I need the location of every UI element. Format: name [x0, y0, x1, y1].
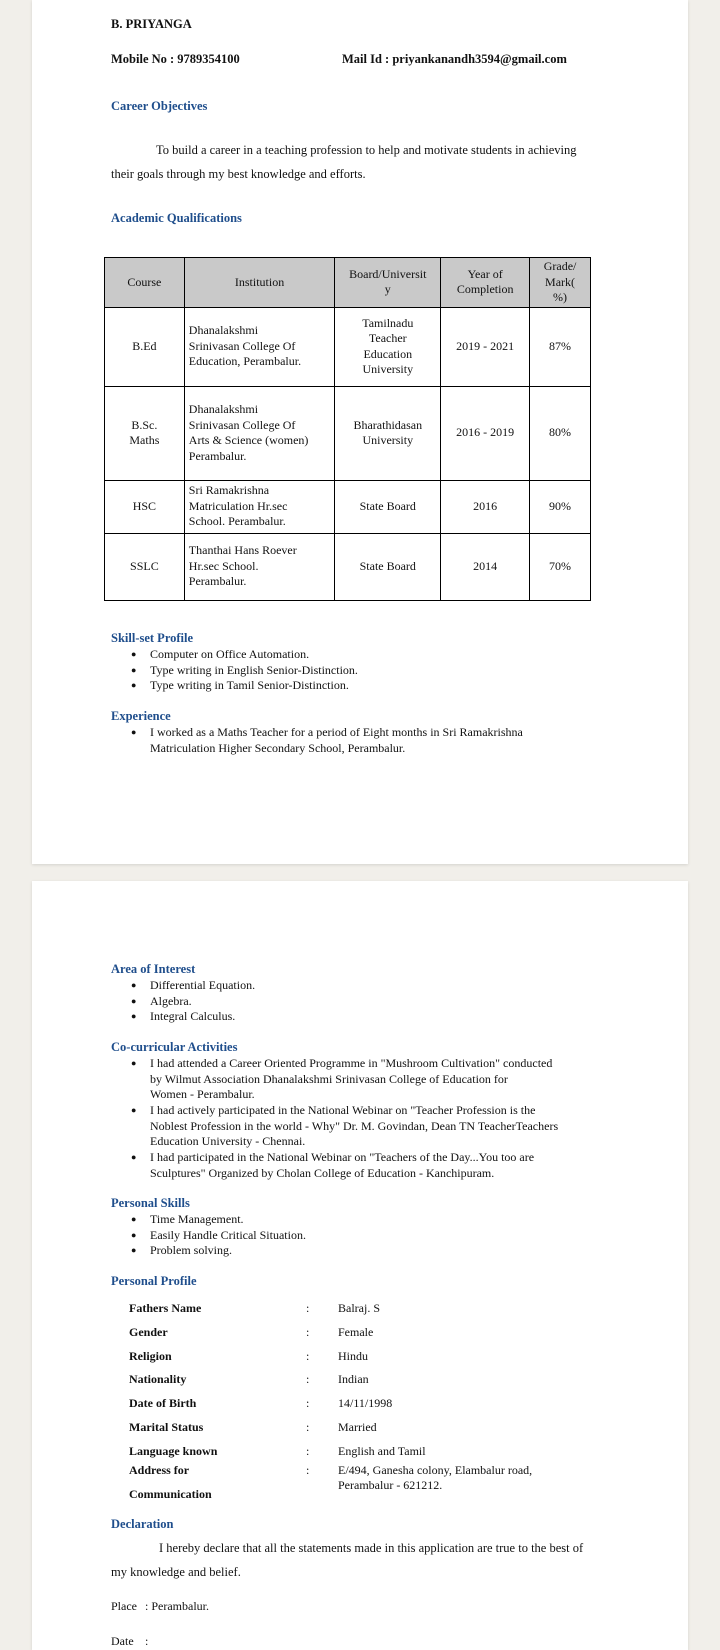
cell-line: Srinivasan College Of [188, 338, 296, 353]
career-objective-line-1: To build a career in a teaching profession to help and motivate students in achieving [156, 143, 577, 157]
list-item [111, 725, 651, 756]
list-item: ● Integral Calculus. [111, 1009, 631, 1025]
list-item [111, 1103, 671, 1150]
cell-line: y [384, 282, 391, 297]
mail-id: Mail Id : priyankanandh3594@gmail.com [342, 52, 567, 66]
profile-value: English and Tamil [338, 1444, 426, 1458]
table-cell-year: 2016 [441, 480, 530, 533]
column-header [184, 258, 335, 308]
table-row [105, 386, 591, 480]
cell-line: B.Sc. [131, 417, 158, 432]
activity-line: I had participated in the National Webinar on "Teachers of the Day...You too are [150, 1150, 535, 1164]
experience-line-1: I worked as a Maths Teacher for a period of Eight months in Sri Ramakrishna [150, 725, 523, 739]
table-row [105, 307, 591, 386]
column-header [441, 258, 530, 308]
list-item: ● Problem solving. [111, 1243, 631, 1259]
table-cell-grade: 87% [530, 307, 591, 386]
table-cell-course [105, 307, 185, 386]
career-objective-line-2: their goals through my best knowledge and efforts. [111, 167, 366, 181]
activity-line: Noblest Profession in the world - Why" Dr. M. Govindan, Dean TN TeacherTeachers [150, 1118, 559, 1133]
profile-label: Address for [129, 1463, 190, 1477]
list-item: ● Algebra. [111, 994, 631, 1010]
profile-value: Hindu [338, 1349, 368, 1363]
cell-line: Sri Ramakrishna [188, 483, 270, 498]
list-item: ● Easily Handle Critical Situation. [111, 1228, 631, 1244]
cell-line: Education [363, 346, 413, 361]
list-item: ● Type writing in English Senior-Distinction. [111, 663, 631, 679]
cell-line: SSLC [130, 558, 159, 573]
cell-line: Year of [467, 266, 503, 281]
applicant-name: B. PRIYANGA [111, 17, 192, 31]
cell-line: State Board [359, 558, 416, 573]
cell-line: Teacher [368, 331, 407, 345]
cell-line: HSC [132, 498, 157, 513]
date-label: Date [111, 1634, 134, 1648]
cell-line: Course [127, 274, 162, 289]
table-cell-board [335, 533, 441, 600]
cell-line: Education, Perambalur. [188, 354, 302, 369]
cell-line: Institution [234, 274, 285, 289]
date-value: : [145, 1634, 149, 1648]
table-cell-year: 2016 - 2019 [441, 386, 530, 480]
co-curricular-list [111, 1056, 671, 1181]
profile-separator: : [306, 1349, 310, 1363]
profile-separator: : [306, 1396, 310, 1410]
cell-line: %) [553, 290, 568, 304]
experience-line-2: Matriculation Higher Secondary School, Perambalur. [150, 740, 406, 755]
resume-page-2 [32, 881, 688, 1650]
cell-line: Tamilnadu [362, 315, 414, 330]
table-cell-year: 2014 [441, 533, 530, 600]
career-objectives-heading: Career Objectives [111, 99, 208, 113]
profile-label: Gender [129, 1325, 168, 1339]
activity-line: Education University - Chennai. [150, 1134, 306, 1148]
personal-skills-heading: Personal Skills [111, 1196, 190, 1210]
table-cell-course [105, 386, 185, 480]
profile-label: Date of Birth [129, 1396, 197, 1410]
table-cell-institution [184, 533, 335, 600]
table-row [105, 480, 591, 533]
table-cell-grade: 70% [530, 533, 591, 600]
list-item: ● Type writing in Tamil Senior-Distinction. [111, 678, 631, 694]
table-cell-course [105, 533, 185, 600]
table-cell-board [335, 480, 441, 533]
profile-value: Indian [338, 1372, 369, 1386]
profile-label: Marital Status [129, 1420, 204, 1434]
declaration-line-2: my knowledge and belief. [111, 1565, 241, 1579]
activity-line: Sculptures" Organized by Cholan College of Education - Kanchipuram. [150, 1165, 495, 1180]
cell-line: Thanthai Hans Roever [188, 543, 297, 558]
table-header-row [105, 258, 591, 308]
area-of-interest-list [111, 978, 631, 1025]
profile-separator: : [306, 1325, 310, 1339]
cell-line: School. Perambalur. [188, 514, 286, 529]
list-item: ● Computer on Office Automation. [111, 647, 631, 663]
cell-line: Grade/ [543, 259, 577, 273]
cell-line: Dhanalakshmi [188, 402, 259, 416]
column-header [105, 258, 185, 308]
profile-label: Fathers Name [129, 1301, 202, 1315]
column-header [530, 258, 591, 308]
cell-line: Hr.sec School. [188, 558, 259, 573]
profile-label: Religion [129, 1349, 172, 1363]
cell-line: Bharathidasan [353, 417, 423, 432]
profile-separator: : [306, 1372, 310, 1386]
table-cell-board [335, 386, 441, 480]
skill-set-profile-heading: Skill-set Profile [111, 631, 194, 645]
table-row [105, 533, 591, 600]
cell-line: Dhanalakshmi [188, 323, 259, 338]
table-cell-course [105, 480, 185, 533]
activity-line: Women - Perambalur. [150, 1087, 255, 1101]
personal-skills-list [111, 1212, 631, 1259]
personal-profile-heading: Personal Profile [111, 1274, 197, 1288]
cell-line: University [362, 362, 414, 376]
place-value: : Perambalur. [145, 1599, 209, 1613]
list-item: ● Differential Equation. [111, 978, 631, 994]
experience-list [111, 725, 651, 756]
table-cell-grade: 80% [530, 386, 591, 480]
cell-line: Arts & Science (women) [188, 433, 309, 447]
co-curricular-heading: Co-curricular Activities [111, 1040, 238, 1054]
area-of-interest-heading: Area of Interest [111, 962, 196, 976]
cell-line: Completion [456, 282, 514, 297]
mobile-number: Mobile No : 9789354100 [111, 52, 240, 66]
cell-line: Srinivasan College Of [188, 417, 296, 432]
academic-qualifications-heading: Academic Qualifications [111, 211, 242, 225]
profile-address-line-1: E/494, Ganesha colony, Elambalur road, [338, 1463, 533, 1477]
academic-qualifications-table [104, 257, 591, 601]
activity-line: I had actively participated in the National Webinar on "Teacher Profession is the [150, 1103, 536, 1117]
cell-line: University [362, 433, 414, 447]
cell-line: Mark( [545, 274, 576, 289]
resume-page-1 [32, 0, 688, 864]
table-cell-institution [184, 480, 335, 533]
profile-separator: : [306, 1444, 310, 1458]
cell-line: Perambalur. [188, 574, 247, 589]
declaration-line-1: I hereby declare that all the statements made in this application are true to the best of [159, 1541, 584, 1555]
column-header [335, 258, 441, 308]
list-item [111, 1150, 671, 1181]
table-cell-institution [184, 386, 335, 480]
table-cell-grade: 90% [530, 480, 591, 533]
list-item [111, 1056, 671, 1103]
profile-label: Communication [129, 1487, 212, 1501]
profile-separator: : [306, 1420, 310, 1434]
skill-set-list [111, 647, 631, 694]
profile-separator: : [306, 1463, 310, 1477]
cell-line: Matriculation Hr.sec [188, 498, 288, 513]
profile-value: Balraj. S [338, 1301, 380, 1315]
profile-label: Nationality [129, 1372, 187, 1386]
cell-line: Perambalur. [188, 448, 247, 463]
declaration-heading: Declaration [111, 1517, 174, 1531]
cell-line: B.Ed [132, 338, 157, 353]
list-item: ● Time Management. [111, 1212, 631, 1228]
cell-line: Board/Universit [349, 266, 427, 281]
table-cell-board [335, 307, 441, 386]
profile-value: Female [338, 1325, 374, 1339]
cell-line: Maths [129, 433, 160, 447]
experience-heading: Experience [111, 709, 171, 723]
profile-value: 14/11/1998 [338, 1396, 393, 1410]
table-cell-year: 2019 - 2021 [441, 307, 530, 386]
cell-line: State Board [359, 498, 416, 513]
activity-line: by Wilmut Association Dhanalakshmi Srinivasan College of Education for [150, 1071, 508, 1086]
table-cell-institution [184, 307, 335, 386]
activity-line: I had attended a Career Oriented Programme in "Mushroom Cultivation" conducted [150, 1056, 553, 1070]
profile-value: Married [338, 1420, 377, 1434]
profile-address-line-2: Perambalur - 621212. [338, 1478, 443, 1492]
place-label: Place [111, 1599, 137, 1613]
profile-separator: : [306, 1301, 310, 1315]
profile-label: Language known [129, 1444, 218, 1458]
